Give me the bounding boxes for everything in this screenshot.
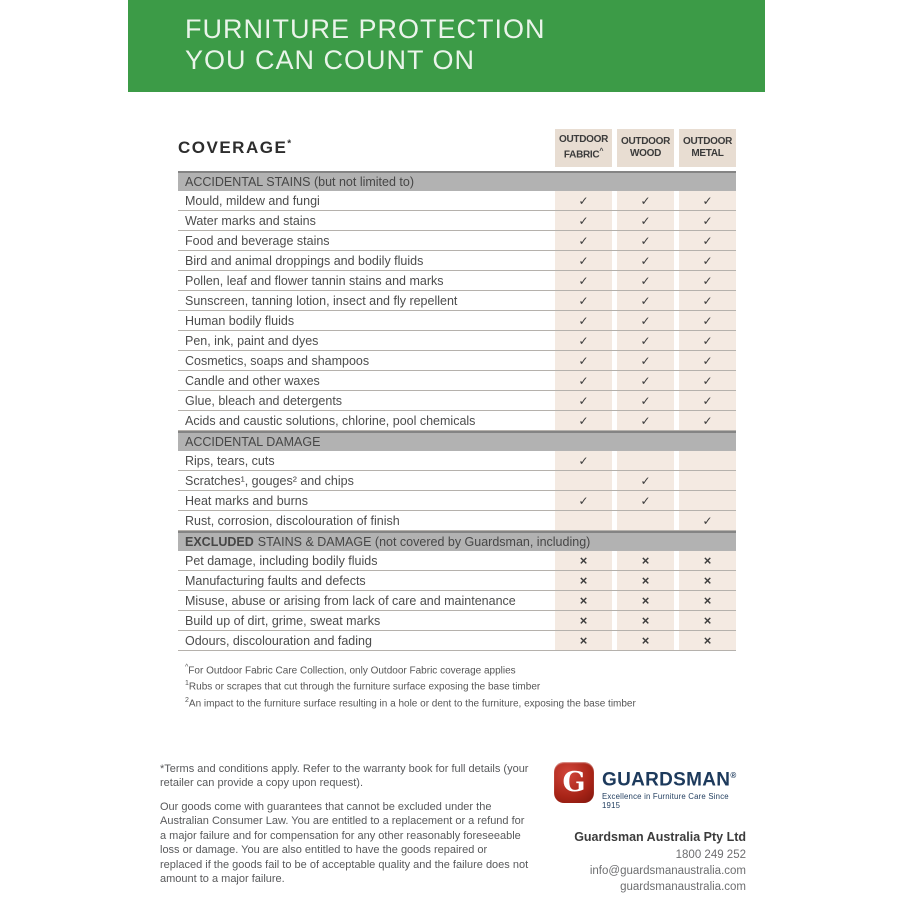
table-row (178, 371, 736, 391)
check-mark: ✓ (555, 211, 612, 230)
row-label: Pollen, leaf and flower tannin stains and marks (185, 273, 444, 288)
x-mark: × (555, 571, 612, 590)
company-name: Guardsman Australia Pty Ltd (574, 830, 746, 845)
check-mark: ✓ (679, 191, 736, 210)
terms-note: *Terms and conditions apply. Refer to the warranty book for full details (your retailer can provide a copy upon request). (160, 762, 529, 790)
guardsman-shield-icon (554, 762, 594, 803)
check-mark: ✓ (555, 411, 612, 430)
table-row (178, 511, 736, 531)
consumer-law-note: Our goods come with guarantees that cannot be excluded under the Australian Consumer Law. You are entitled to a replacement or a refund for a major failure and for compensation for any other reasonably foreseeable loss or damage. You are also entitled to have the goods repaired or replaced if the goods fail to be of acceptable quality and the failure does not amount to a major failure. (160, 800, 529, 886)
table-row (178, 551, 736, 571)
registered-mark: ® (730, 770, 737, 780)
row-label: Rust, corrosion, discolouration of finish (185, 513, 400, 528)
check-mark: ✓ (617, 251, 674, 270)
row-label: Acids and caustic solutions, chlorine, pool chemicals (185, 413, 476, 428)
footnote: $^2$An impact to the furniture surface resulting in a hole or dent to the furniture, exposing the base timber (185, 696, 636, 709)
x-mark: × (679, 571, 736, 590)
row-label: Glue, bleach and detergents (185, 393, 343, 408)
check-mark: ✓ (617, 271, 674, 290)
table-row (178, 211, 736, 231)
table-row (178, 231, 736, 251)
page-footer (160, 762, 746, 896)
check-mark: ✓ (555, 371, 612, 390)
check-mark: ✓ (555, 391, 612, 410)
coverage-title-asterisk: * (287, 138, 293, 150)
check-mark: ✓ (679, 411, 736, 430)
table-row (178, 491, 736, 511)
email-address: info@guardsmanaustralia.com (589, 865, 746, 878)
table-row (178, 311, 736, 331)
x-mark: × (617, 551, 674, 570)
table-row (178, 251, 736, 271)
empty-cell (617, 451, 674, 470)
check-mark: ✓ (679, 251, 736, 270)
section-header: EXCLUDED STAINS & DAMAGE (not covered by Guardsman, including) (178, 531, 736, 551)
empty-cell (555, 471, 612, 490)
row-label: Sunscreen, tanning lotion, insect and fly repellent (185, 293, 458, 308)
x-mark: × (617, 591, 674, 610)
check-mark: ✓ (617, 231, 674, 250)
check-mark: ✓ (679, 391, 736, 410)
table-row (178, 331, 736, 351)
empty-cell (679, 451, 736, 470)
check-mark: ✓ (617, 351, 674, 370)
website-url: guardsmanaustralia.com (620, 881, 746, 894)
coverage-table (178, 129, 736, 710)
guardsman-logo (554, 762, 746, 810)
check-mark: ✓ (555, 191, 612, 210)
check-mark: ✓ (679, 271, 736, 290)
row-label: Water marks and stains (185, 213, 316, 228)
x-mark: × (555, 591, 612, 610)
x-mark: × (555, 611, 612, 630)
table-row (178, 571, 736, 591)
x-mark: × (679, 591, 736, 610)
check-mark: ✓ (617, 211, 674, 230)
check-mark: ✓ (555, 271, 612, 290)
section-header: ACCIDENTAL STAINS (but not limited to) (178, 171, 736, 191)
row-label: Mould, mildew and fungi (185, 193, 320, 208)
check-mark: ✓ (555, 331, 612, 350)
logo-text (602, 762, 746, 810)
check-mark: ✓ (617, 471, 674, 490)
check-mark: ✓ (617, 491, 674, 510)
x-mark: × (617, 571, 674, 590)
empty-cell (679, 471, 736, 490)
table-body (178, 171, 736, 651)
x-mark: × (555, 551, 612, 570)
row-label: Build up of dirt, grime, sweat marks (185, 613, 381, 628)
x-mark: × (617, 611, 674, 630)
table-row (178, 591, 736, 611)
check-mark: ✓ (555, 351, 612, 370)
table-row (178, 191, 736, 211)
x-mark: × (555, 631, 612, 650)
contact-block (554, 830, 746, 895)
check-mark: ✓ (679, 511, 736, 530)
row-label: Rips, tears, cuts (185, 453, 275, 468)
column-headers (550, 129, 736, 167)
row-label: Odours, discolouration and fading (185, 633, 372, 648)
banner-title-line2: YOU CAN COUNT ON (185, 45, 476, 75)
check-mark: ✓ (617, 311, 674, 330)
empty-cell (617, 511, 674, 530)
table-row (178, 451, 736, 471)
check-mark: ✓ (555, 291, 612, 310)
logo-tagline: Excellence in Furniture Care Since 1915 (602, 792, 729, 811)
banner-title-line1: FURNITURE PROTECTION (185, 14, 546, 44)
check-mark: ✓ (679, 291, 736, 310)
check-mark: ✓ (555, 251, 612, 270)
section-header: ACCIDENTAL DAMAGE (178, 431, 736, 451)
x-mark: × (679, 631, 736, 650)
header-banner (128, 0, 765, 92)
row-label: Bird and animal droppings and bodily fluids (185, 253, 424, 268)
coverage-title (178, 138, 293, 158)
phone-number: 1800 249 252 (675, 849, 746, 862)
column-header-metal: OUTDOOR METAL (679, 129, 736, 167)
table-footnotes (185, 661, 736, 710)
table-row (178, 351, 736, 371)
row-label: Scratches¹, gouges² and chips (185, 473, 354, 488)
footnote: ^For Outdoor Fabric Care Collection, only Outdoor Fabric coverage applies (185, 664, 516, 677)
row-label: Human bodily fluids (185, 313, 295, 328)
footnote: $^1$Rubs or scrapes that cut through the furniture surface exposing the base timber (185, 680, 541, 693)
legal-text-block (160, 762, 530, 896)
x-mark: × (617, 631, 674, 650)
x-mark: × (679, 611, 736, 630)
check-mark: ✓ (679, 231, 736, 250)
row-label: Heat marks and burns (185, 493, 308, 508)
empty-cell (555, 511, 612, 530)
row-label: Candle and other waxes (185, 373, 320, 388)
check-mark: ✓ (679, 211, 736, 230)
check-mark: ✓ (555, 311, 612, 330)
check-mark: ✓ (617, 391, 674, 410)
row-label: Food and beverage stains (185, 233, 330, 248)
row-label: Pen, ink, paint and dyes (185, 333, 319, 348)
check-mark: ✓ (617, 331, 674, 350)
logo-letter: G (562, 766, 586, 798)
empty-cell (679, 491, 736, 510)
brand-block (554, 762, 746, 896)
column-header-fabric: OUTDOOR FABRIC^ (555, 129, 612, 167)
check-mark: ✓ (555, 451, 612, 470)
check-mark: ✓ (617, 191, 674, 210)
column-header-wood: OUTDOOR WOOD (617, 129, 674, 167)
check-mark: ✓ (679, 371, 736, 390)
check-mark: ✓ (555, 491, 612, 510)
check-mark: ✓ (679, 311, 736, 330)
check-mark: ✓ (617, 291, 674, 310)
check-mark: ✓ (555, 231, 612, 250)
check-mark: ✓ (617, 411, 674, 430)
check-mark: ✓ (679, 331, 736, 350)
logo-brand-name: GUARDSMAN® (602, 769, 737, 791)
row-label: Manufacturing faults and defects (185, 573, 366, 588)
table-row (178, 271, 736, 291)
row-label: Pet damage, including bodily fluids (185, 553, 378, 568)
row-label: Cosmetics, soaps and shampoos (185, 353, 370, 368)
check-mark: ✓ (617, 371, 674, 390)
row-label: Misuse, abuse or arising from lack of care and maintenance (185, 593, 516, 608)
check-mark: ✓ (679, 351, 736, 370)
table-header (178, 129, 736, 167)
coverage-title-text: COVERAGE (178, 138, 288, 157)
table-row (178, 411, 736, 431)
table-row (178, 291, 736, 311)
table-row (178, 631, 736, 651)
table-row (178, 391, 736, 411)
x-mark: × (679, 551, 736, 570)
table-row (178, 611, 736, 631)
table-row (178, 471, 736, 491)
